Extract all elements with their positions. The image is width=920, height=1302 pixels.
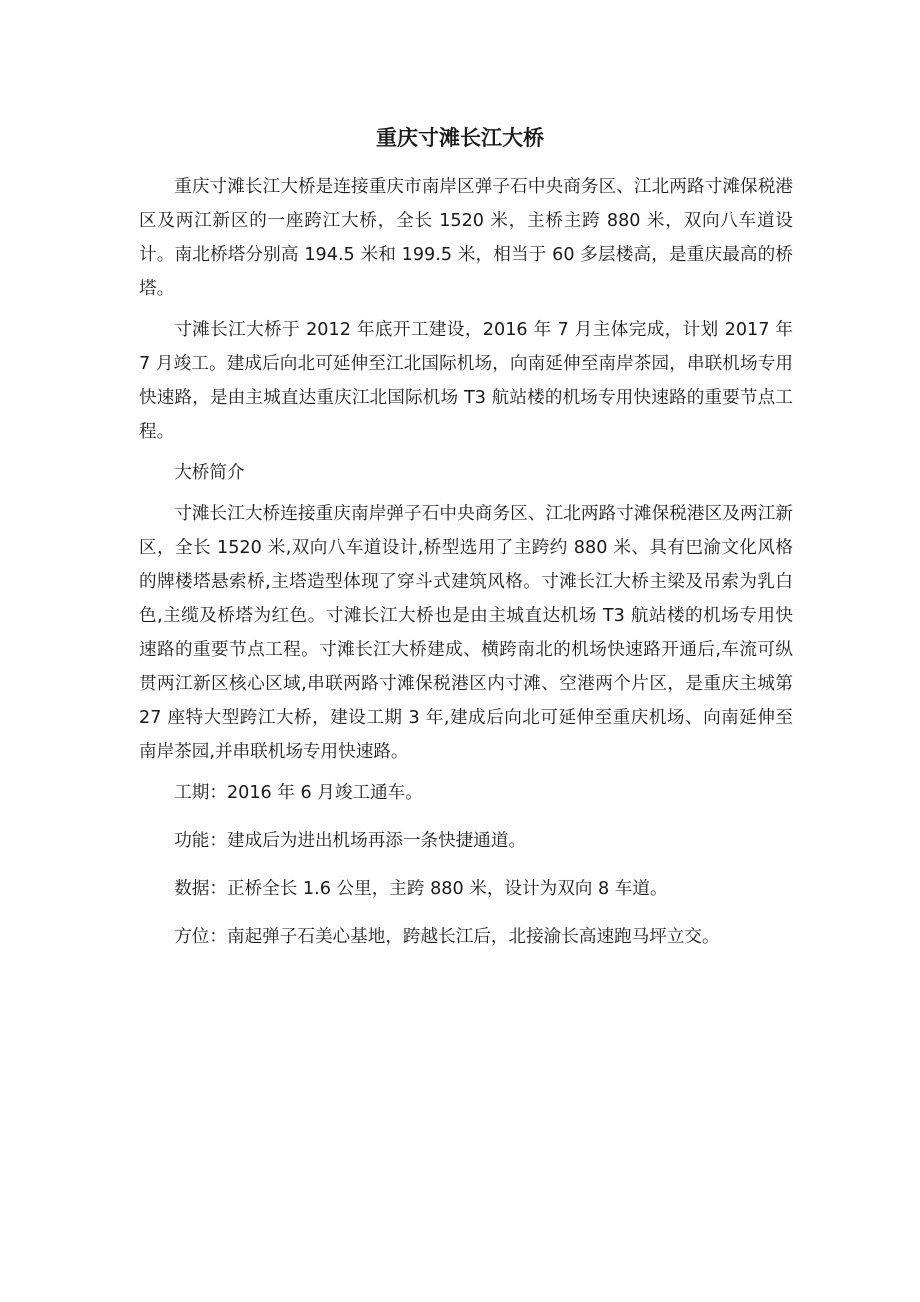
paragraph-data: 数据：正桥全长 1.6 公里，主跨 880 米，设计为双向 8 车道。 (174, 879, 668, 899)
paragraph-intro: 重庆寸滩长江大桥是连接重庆市南岸区弹子石中央商务区、江北两路寸滩保税港区及两江新区的一座跨江大桥，全长 1520 米，主桥主跨 880 米，双向八车道设计。南北桥塔分别高 194.5 米和 199.5 米，相当于 60 多层楼高，是重庆最高的桥塔。 (139, 177, 793, 299)
document-body (139, 170, 793, 961)
paragraph-function: 功能：建成后为进出机场再添一条快捷通道。 (174, 831, 527, 851)
section-heading-bridge-intro: 大桥简介 (174, 463, 245, 483)
paragraph-location: 方位：南起弹子石美心基地，跨越长江后，北接渝长高速跑马坪立交。 (174, 927, 720, 947)
document-title: 重庆寸滩长江大桥 (376, 126, 544, 150)
paragraph-schedule: 工期：2016 年 6 月竣工通车。 (174, 783, 423, 803)
paragraph-bridge-details: 寸滩长江大桥连接重庆南岸弹子石中央商务区、江北两路寸滩保税港区及两江新区，全长 1520 米,双向八车道设计,桥型选用了主跨约 880 米、具有巴渝文化风格的牌楼塔悬索桥,主塔造型体现了穿斗式建筑风格。寸滩长江大桥主梁及吊索为乳白色,主缆及桥塔为红色。寸滩长江大桥也是由主城直达机场 T3 航站楼的机场专用快速路的重要节点工程。寸滩长江大桥建成、横跨南北的机场快速路开通后,车流可纵贯两江新区核心区域,串联两路寸滩保税港区内寸滩、空港两个片区，是重庆主城第 27 座特大型跨江大桥，建设工期 3 年,建成后向北可延伸至重庆机场、向南延伸至南岸茶园,并串联机场专用快速路。 (139, 504, 793, 762)
paragraph-construction: 寸滩长江大桥于 2012 年底开工建设，2016 年 7 月主体完成，计划 2017 年 7 月竣工。建成后向北可延伸至江北国际机场，向南延伸至南岸茶园，串联机场专用快速路，是由主城直达重庆江北国际机场 T3 航站楼的机场专用快速路的重要节点工程。 (139, 320, 793, 442)
